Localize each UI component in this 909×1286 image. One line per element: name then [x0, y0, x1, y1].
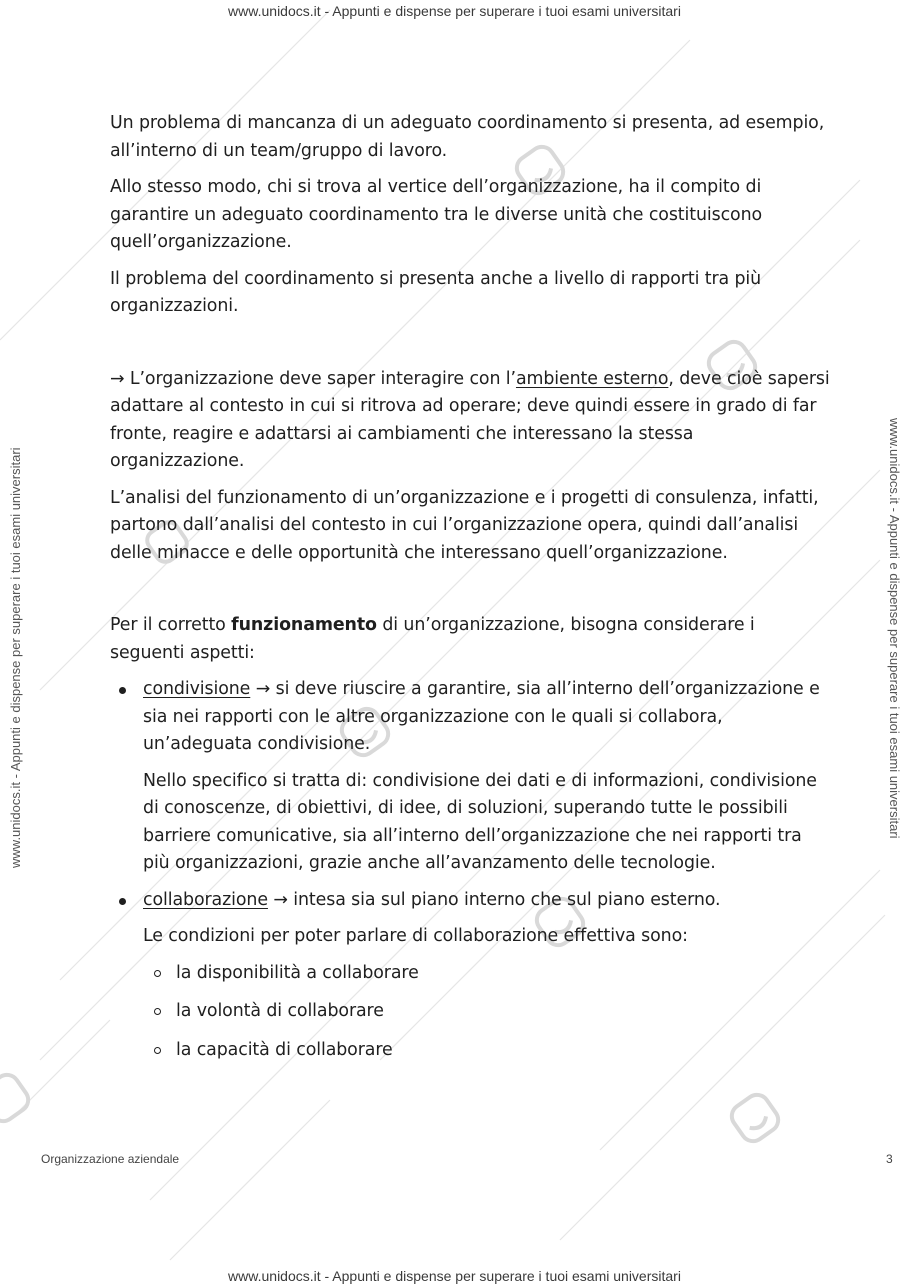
paragraph-analisi: L’analisi del funzionamento di un’organizzazione e i progetti di consulenza, infatti, partono dall’analisi del contesto in cui l’organizzazione opera, quindi dall’analisi delle minacce e delle opportunità che interessano quell’organizzazione.	[110, 487, 819, 563]
right-side-watermark: www.unidocs.it - Appunti e dispense per superare i tuoi esami universitari	[887, 418, 902, 839]
footer-document-title: Organizzazione aziendale	[41, 1152, 180, 1166]
list-item-condivisione: condivisione → si deve riuscire a garantire, sia all’interno dell’organizzazione e sia nei rapporti con le altre organizzazione con le quali si collabora, un’adeguata condivisione. Nello specifico si tratta di: condivisione dei dati e di informazioni, condivisione di conoscenze, di obiettivi, di idee, di soluzioni, superando tutte le possibili barriere comunicative, sia all’interno dell’organizzazione che nei rapporti tra più organizzazioni, grazie anche all’avanzamento delle tecnologie.	[110, 676, 830, 878]
spacer	[110, 330, 830, 366]
condivisione-detail: Nello specifico si tratta di: condivisione dei dati e di informazioni, condivisione di conoscenze, di obiettivi, di idee, di soluzioni, superando tutte le possibili barriere comunicative, sia all’interno dell’organizzazione che nei rapporti tra più organizzazioni, grazie anche all’avanzamento delle tecnologie.	[143, 770, 817, 873]
collaborazione-link[interactable]: collaborazione	[143, 889, 268, 910]
paragraph-ambiente-esterno: → L’organizzazione deve saper interagire con l’ambiente esterno, deve cioè sapersi adattare al contesto in cui si ritrova ad operare; deve quindi essere in grado di far fronte, reagire e adattarsi ai cambiamenti che interessano la stessa organizzazione.	[110, 368, 830, 471]
page-number: 3	[886, 1152, 893, 1166]
list-item-collaborazione: collaborazione → intesa sia sul piano interno che sul piano esterno. Le condizioni per poter parlare di collaborazione effettiva sono: la disponibilità a collaborare la volontà di collaborare la capacità di collaborare	[110, 887, 830, 1065]
paragraph-team-coordination: Un problema di mancanza di un adeguato coordinamento si presenta, ad esempio, all’interno di un team/gruppo di lavoro.	[110, 113, 825, 161]
list-item: la volontà di collaborare	[143, 998, 830, 1026]
condivisione-link[interactable]: condivisione	[143, 679, 251, 699]
paragraph-vertice: Allo stesso modo, chi si trova al vertice dell’organizzazione, ha il compito di garantire un adeguato coordinamento tra le diverse unità che costituiscono quell’organizzazione.	[110, 177, 763, 252]
spacer	[110, 576, 830, 612]
list-item: la disponibilità a collaborare	[143, 960, 830, 988]
collaborazione-detail: Le condizioni per poter parlare di collaborazione effettiva sono:	[143, 926, 688, 946]
aspects-list	[110, 676, 830, 1064]
bold-funzionamento: funzionamento	[231, 615, 377, 635]
document-body	[110, 110, 830, 1075]
paragraph-inter-organizations: Il problema del coordinamento si presenta anche a livello di rapporti tra più organizzazioni.	[110, 268, 762, 316]
left-side-watermark: www.unidocs.it - Appunti e dispense per superare i tuoi esami universitari	[8, 447, 23, 868]
conditions-list	[143, 960, 830, 1065]
ambiente-esterno-link[interactable]: ambiente esterno	[515, 368, 669, 389]
arrow-text: → L’organizzazione deve saper interagire con l’	[110, 368, 516, 389]
header-watermark: www.unidocs.it - Appunti e dispense per superare i tuoi esami universitari	[228, 3, 681, 19]
footer-watermark: www.unidocs.it - Appunti e dispense per superare i tuoi esami universitari	[228, 1268, 681, 1284]
list-item: la capacità di collaborare	[143, 1037, 830, 1065]
paragraph-funzionamento: Per il corretto funzionamento di un’organizzazione, bisogna considerare i seguenti aspetti:	[110, 615, 755, 663]
